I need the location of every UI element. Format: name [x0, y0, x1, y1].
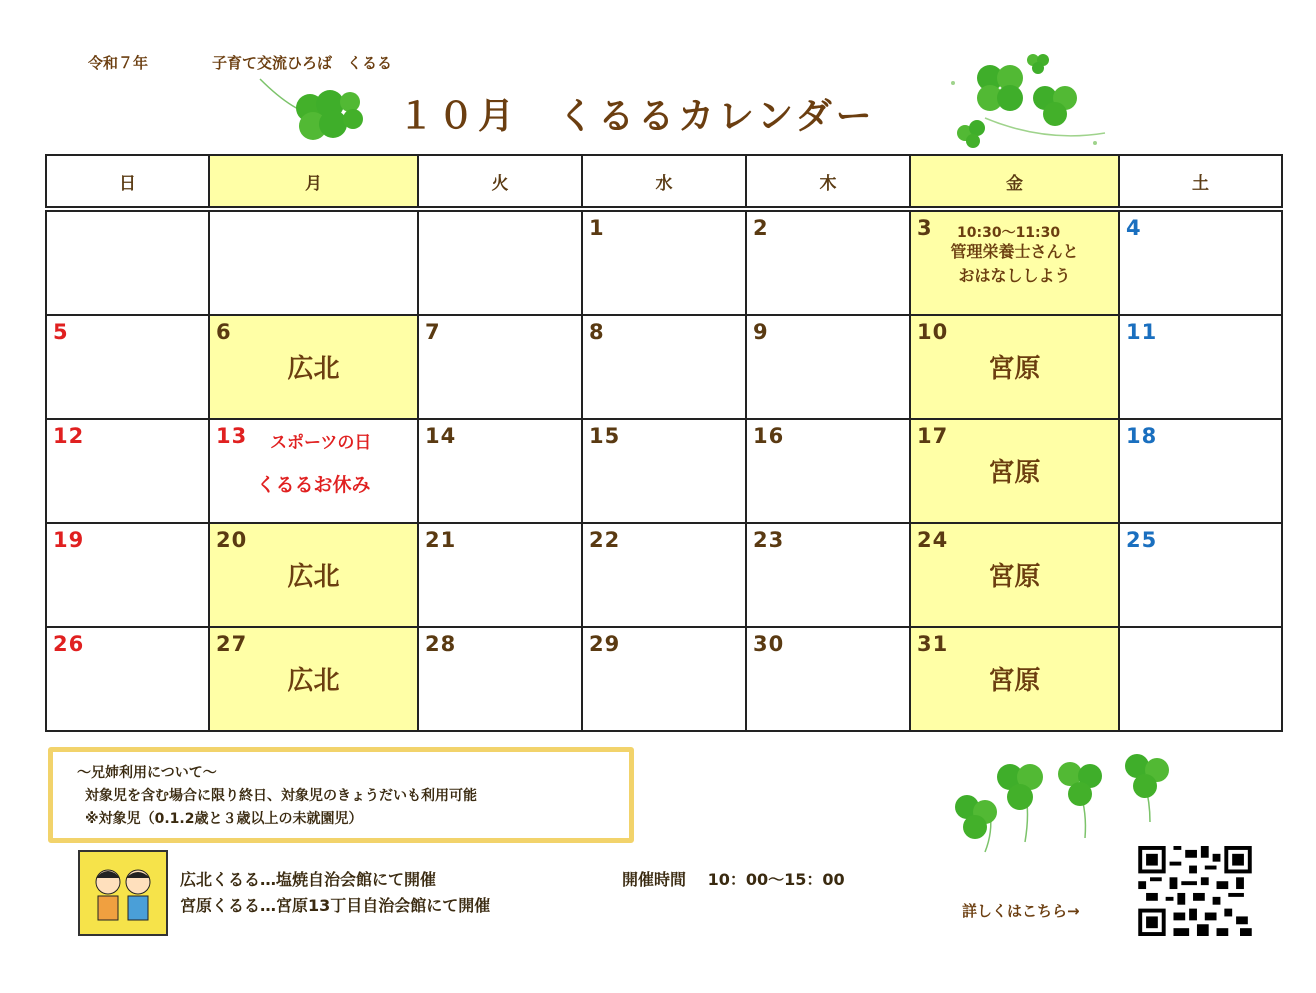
day-cell-empty [418, 209, 582, 315]
venue-label: 広北 [287, 354, 340, 384]
day-cell [910, 523, 1119, 627]
event-description [911, 240, 1118, 288]
calendar-week-1 [46, 209, 1282, 315]
day-number: 19 [53, 528, 85, 552]
day-cell-empty [209, 209, 418, 315]
day-number: 17 [917, 424, 949, 448]
calendar-week-3 [46, 419, 1282, 523]
day-number: 9 [753, 320, 769, 344]
weekday-tuesday: 火 [418, 155, 582, 209]
info-line: ※対象児（0.1.2歳と３歳以上の未就園児） [85, 811, 363, 827]
day-cell [209, 315, 418, 419]
day-cell-empty [46, 209, 209, 315]
venue-info-2: 宮原くるる…宮原13丁目自治会館にて開催 [180, 896, 491, 915]
era-label: 令和７年 [88, 54, 149, 72]
day-cell [1119, 419, 1282, 523]
clover-cluster-icon [945, 48, 1115, 153]
day-cell [418, 419, 582, 523]
venue-label: 宮原 [988, 666, 1041, 696]
day-cell [209, 419, 418, 523]
more-info-link[interactable]: 詳しくはこちら→ [962, 902, 1080, 920]
venue-info-1: 広北くるる…塩焼自治会館にて開催 [180, 870, 437, 889]
day-number: 5 [53, 320, 69, 344]
venue-label: 宮原 [988, 458, 1041, 488]
event-time: 10:30～11:30 [957, 225, 1061, 241]
day-cell [746, 627, 910, 731]
calendar-week-2 [46, 315, 1282, 419]
day-number: 3 [917, 216, 933, 240]
venue-label: 広北 [287, 666, 340, 696]
opening-hours: 開催時間 10：00～15：00 [622, 870, 845, 889]
weekday-monday: 月 [209, 155, 418, 209]
weekday-saturday: 土 [1119, 155, 1282, 209]
day-number: 20 [216, 528, 248, 552]
closed-notice: くるるお休み [256, 474, 371, 496]
day-cell [46, 419, 209, 523]
day-cell-empty [1119, 627, 1282, 731]
day-cell [46, 523, 209, 627]
venue-label: 宮原 [988, 562, 1041, 592]
day-cell [582, 315, 746, 419]
children-illustration-icon [80, 852, 166, 934]
day-cell [582, 419, 746, 523]
day-cell [209, 523, 418, 627]
day-cell [910, 315, 1119, 419]
venue-label: 広北 [287, 562, 340, 592]
day-number: 12 [53, 424, 85, 448]
day-cell [582, 627, 746, 731]
weekday-wednesday: 水 [582, 155, 746, 209]
day-cell [418, 315, 582, 419]
day-number: 22 [589, 528, 621, 552]
day-number: 27 [216, 632, 248, 656]
weekday-header-row [46, 155, 1282, 209]
calendar-week-4 [46, 523, 1282, 627]
day-number: 10 [917, 320, 949, 344]
day-number: 14 [425, 424, 457, 448]
day-number: 24 [917, 528, 949, 552]
info-line: 対象児を含む場合に限り終日、対象児のきょうだいも利用可能 [85, 788, 477, 804]
day-cell [418, 523, 582, 627]
day-number: 8 [589, 320, 605, 344]
day-number: 15 [589, 424, 621, 448]
venue-label: 宮原 [988, 354, 1041, 384]
day-number: 16 [753, 424, 785, 448]
day-number: 11 [1126, 320, 1158, 344]
day-cell [910, 627, 1119, 731]
day-number: 23 [753, 528, 785, 552]
day-number: 7 [425, 320, 441, 344]
organization-name: 子育て交流ひろば くるる [212, 54, 393, 72]
weekday-sunday: 日 [46, 155, 209, 209]
calendar-table [45, 154, 1283, 732]
event-line: 管理栄養士さんと [950, 242, 1079, 261]
day-cell [46, 315, 209, 419]
holiday-name: スポーツの日 [270, 433, 372, 453]
day-cell [582, 523, 746, 627]
day-cell [209, 627, 418, 731]
day-number: 25 [1126, 528, 1158, 552]
day-cell [1119, 315, 1282, 419]
info-heading: ～兄姉利用について～ [77, 765, 217, 781]
sibling-info-box [48, 747, 634, 843]
day-cell [1119, 209, 1282, 315]
day-number: 13 [216, 424, 248, 448]
day-cell [910, 419, 1119, 523]
day-cell [746, 419, 910, 523]
clover-icon [255, 74, 375, 144]
day-cell [1119, 523, 1282, 627]
day-cell [582, 209, 746, 315]
day-cell [746, 209, 910, 315]
page-title: １０月 くるるカレンダー [398, 96, 876, 137]
day-number: 29 [589, 632, 621, 656]
organization-logo [78, 850, 168, 936]
day-number: 31 [917, 632, 949, 656]
day-number: 4 [1126, 216, 1142, 240]
weekday-friday: 金 [910, 155, 1119, 209]
day-number: 26 [53, 632, 85, 656]
day-number: 30 [753, 632, 785, 656]
calendar-week-5 [46, 627, 1282, 731]
day-number: 21 [425, 528, 457, 552]
day-number: 1 [589, 216, 605, 240]
day-cell [746, 523, 910, 627]
day-number: 28 [425, 632, 457, 656]
qr-code-icon[interactable] [1138, 846, 1252, 936]
day-cell [418, 627, 582, 731]
weekday-thursday: 木 [746, 155, 910, 209]
event-line: おはなししよう [958, 266, 1071, 285]
day-number: 6 [216, 320, 232, 344]
day-cell [46, 627, 209, 731]
day-cell [746, 315, 910, 419]
day-number: 2 [753, 216, 769, 240]
day-number: 18 [1126, 424, 1158, 448]
day-cell [910, 209, 1119, 315]
